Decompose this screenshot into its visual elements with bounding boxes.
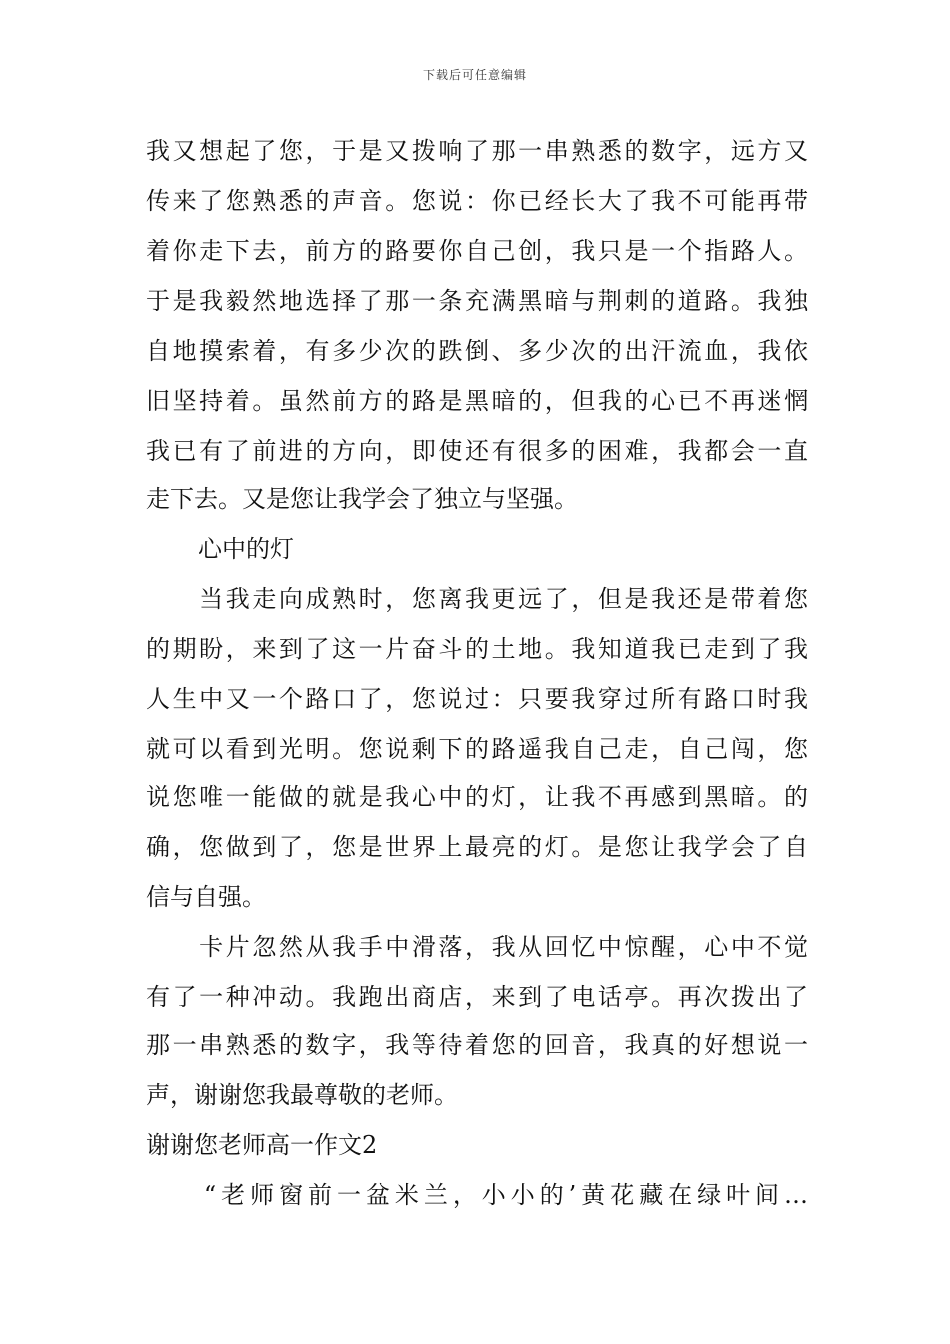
text-line-16: 信与自强。 bbox=[146, 883, 266, 911]
text-line-18: 有了一种冲动。我跑出商店，来到了电话亭。再次拨出了 bbox=[146, 983, 808, 1011]
text-line-8: 走下去。又是您让我学会了独立与坚强。 bbox=[146, 485, 578, 513]
text-line-2: 传来了您熟悉的声音。您说：你已经长大了我不可能再带 bbox=[146, 187, 808, 215]
text-line-1: 我又想起了您，于是又拨响了那一串熟悉的数字，远方又 bbox=[146, 137, 808, 165]
text-line-3: 着你走下去，前方的路要你自己创，我只是一个指路人。 bbox=[146, 237, 808, 265]
text-line-4: 于是我毅然地选择了那一条充满黑暗与荆刺的道路。我独 bbox=[146, 287, 808, 315]
text-line-6: 旧坚持着。虽然前方的路是黑暗的，但我的心已不再迷惘 bbox=[146, 387, 808, 415]
page-header-note: 下载后可任意编辑 bbox=[422, 68, 527, 82]
essay-title: 谢谢您老师高一作文2 bbox=[146, 1131, 378, 1159]
text-line-15: 确，您做到了，您是世界上最亮的灯。是您让我学会了自 bbox=[146, 833, 808, 861]
text-line-10: 当我走向成熟时，您离我更远了，但是我还是带着您 bbox=[146, 585, 808, 613]
text-line-12: 人生中又一个路口了，您说过：只要我穿过所有路口时我 bbox=[146, 685, 808, 713]
text-line-13: 就可以看到光明。您说剩下的路遥我自己走，自己闯，您 bbox=[146, 735, 808, 763]
section-heading-lamp: 心中的灯 bbox=[198, 535, 294, 563]
text-line-17: 卡片忽然从我手中滑落，我从回忆中惊醒，心中不觉 bbox=[146, 933, 808, 961]
text-line-19: 那一串熟悉的数字，我等待着您的回音，我真的好想说一 bbox=[146, 1031, 808, 1059]
text-line-14: 说您唯一能做的就是我心中的灯，让我不再感到黑暗。的 bbox=[146, 783, 808, 811]
text-line-7: 我已有了前进的方向，即使还有很多的困难，我都会一直 bbox=[146, 437, 808, 465]
text-line-5: 自地摸索着，有多少次的跌倒、多少次的出汗流血，我依 bbox=[146, 337, 808, 365]
text-line-20: 声，谢谢您我最尊敬的老师。 bbox=[146, 1081, 458, 1109]
text-line-22: “老师窗前一盆米兰，小小的’黄花藏在绿叶间… bbox=[146, 1181, 808, 1209]
text-line-11: 的期盼，来到了这一片奋斗的土地。我知道我已走到了我 bbox=[146, 635, 808, 663]
